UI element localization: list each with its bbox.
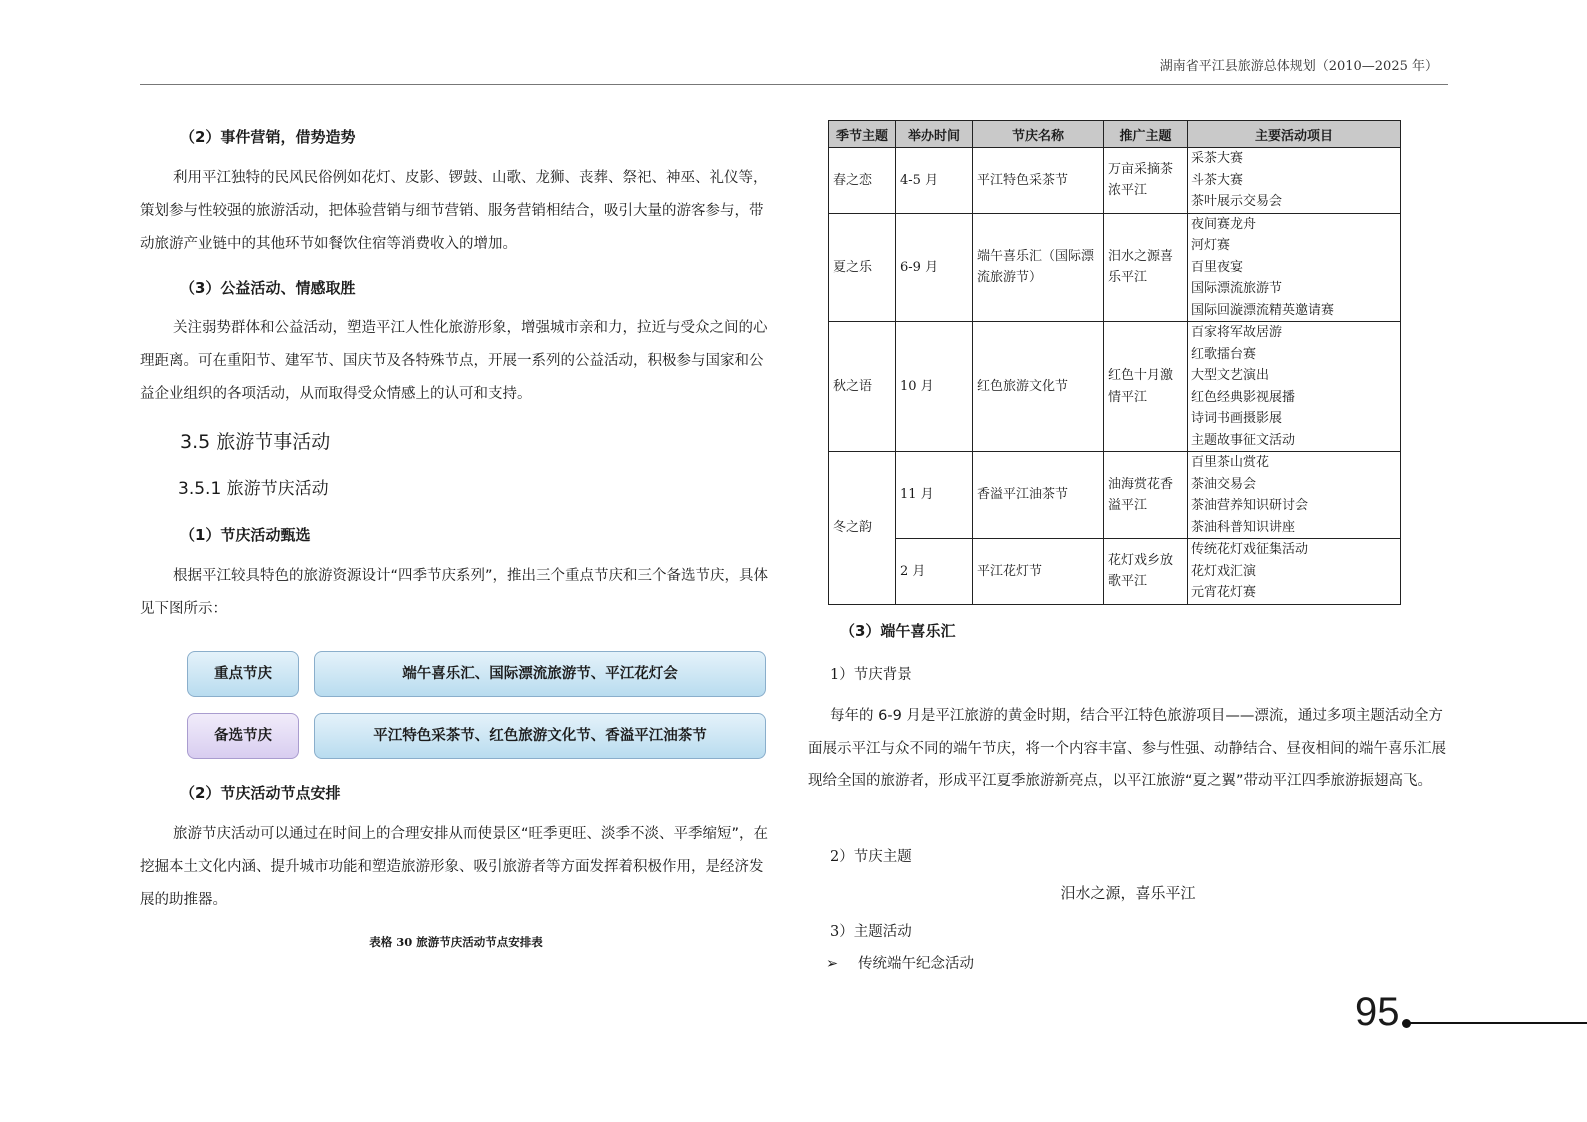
heading-festival-select: （1）节庆活动甄选: [180, 526, 311, 544]
header-festival-name: 节庆名称: [973, 121, 1104, 148]
header-rule: [140, 84, 1448, 85]
activity-item: 百里茶山赏花: [1191, 455, 1270, 470]
festival-theme: 汨水之源，喜乐平江: [1060, 884, 1196, 902]
subheading-theme: 2）节庆主题: [830, 849, 912, 865]
activity-item: 国际回漩漂流精英邀请赛: [1191, 302, 1335, 318]
cell-activities: [1188, 539, 1401, 605]
cell-season: 春之恋: [829, 148, 896, 214]
activity-item: 花灯戏汇演: [1191, 563, 1257, 579]
activity-item: 夜间赛龙舟: [1191, 216, 1257, 232]
alt-festival-label: 备选节庆: [187, 713, 299, 759]
activity-item: 红色经典影视展播: [1191, 389, 1296, 405]
table-row: [829, 539, 1401, 605]
paragraph-background: 每年的 6-9 月是平江旅游的黄金时期，结合平江特色旅游项目——漂流，通过多项主题活动全方面展示平江与众不同的端午节庆，将一个内容丰富、参与性强、动静结合、昼夜相间的端午喜乐汇展现给全国的旅游者，形成平江夏季旅游新亮点，以平江旅游“夏之翼”带动平江四季旅游振翅高飞。: [808, 708, 1446, 789]
cell-festival-name: 端午喜乐汇（国际漂流旅游节）: [973, 213, 1104, 322]
activity-item: 茶叶展示交易会: [1191, 194, 1283, 209]
alt-festival-value: 平江特色采茶节、红色旅游文化节、香溢平江油茶节: [314, 713, 766, 759]
heading-dragon-boat: （3）端午喜乐汇: [840, 622, 956, 640]
activity-item: 河灯赛: [1191, 238, 1231, 253]
table-caption: 表格 30 旅游节庆活动节点安排表: [369, 935, 543, 949]
cell-festival-name: 红色旅游文化节: [973, 322, 1104, 452]
table-row: [829, 322, 1401, 452]
activity-item: 主题故事征文活动: [1191, 432, 1296, 448]
header-promo-theme: 推广主题: [1104, 121, 1188, 148]
subheading-activities: 3）主题活动: [830, 924, 912, 940]
activity-item: 采茶大赛: [1191, 151, 1244, 166]
heading-public-activity: （3）公益活动、情感取胜: [180, 279, 356, 297]
activity-item: 元宵花灯赛: [1191, 585, 1257, 600]
subsection-heading: 3.5.1 旅游节庆活动: [178, 479, 329, 499]
running-header: 湖南省平江县旅游总体规划（2010—2025 年）: [1159, 59, 1438, 74]
paragraph-schedule: 旅游节庆活动可以通过在时间上的合理安排从而使景区“旺季更旺、淡季不淡、平季缩短”，在挖掘本土文化内涵、提升城市功能和塑造旅游形象、吸引旅游者等方面发挥着积极作用，是经济发展的助推器。: [140, 826, 769, 908]
activity-item: 诗词书画摄影展: [1191, 411, 1283, 426]
cell-promo-theme: 红色十月激情平江: [1104, 322, 1188, 452]
section-heading: 3.5 旅游节事活动: [180, 431, 331, 453]
header-season: 季节主题: [829, 121, 896, 148]
cell-season: 冬之韵: [829, 452, 896, 605]
cell-activities: [1188, 322, 1401, 452]
activity-item: 百家将军故居游: [1191, 325, 1283, 340]
subheading-background: 1）节庆背景: [830, 667, 912, 683]
activity-item: 传统花灯戏征集活动: [1191, 542, 1309, 557]
activity-item: 茶油营养知识研讨会: [1191, 498, 1309, 513]
activity-item: 大型文艺演出: [1191, 368, 1270, 383]
paragraph-public-activity: 关注弱势群体和公益活动，塑造平江人性化旅游形象，增强城市亲和力，拉近与受众之间的心理距离。可在重阳节、建军节、国庆节及各特殊节点，开展一系列的公益活动，积极参与国家和公益企业组织的各项活动，从而取得受众情感上的认可和支持。: [140, 320, 768, 402]
festival-schedule-table: [828, 120, 1401, 605]
activity-item: 茶油交易会: [1191, 476, 1257, 492]
cell-festival-name: 平江特色采茶节: [973, 148, 1104, 214]
page-number-rule: [1408, 1022, 1587, 1024]
cell-time: 6-9 月: [896, 213, 973, 322]
activity-item: 百里夜宴: [1191, 259, 1244, 275]
cell-season: 夏之乐: [829, 213, 896, 322]
cell-promo-theme: 花灯戏乡放歌平江: [1104, 539, 1188, 605]
cell-time: 4-5 月: [896, 148, 973, 214]
activity-item: 国际漂流旅游节: [1191, 281, 1283, 296]
cell-activities: [1188, 452, 1401, 539]
cell-season: 秋之语: [829, 322, 896, 452]
heading-event-marketing: （2）事件营销，借势造势: [180, 128, 356, 146]
cell-promo-theme: 万亩采摘茶浓平江: [1104, 148, 1188, 214]
arrow-bullet-icon: ➢: [826, 956, 839, 972]
cell-festival-name: 平江花灯节: [973, 539, 1104, 605]
heading-schedule: （2）节庆活动节点安排: [180, 784, 341, 802]
header-time: 举办时间: [896, 121, 973, 148]
cell-time: 2 月: [896, 539, 973, 605]
table-row: [829, 452, 1401, 539]
activity-item: 斗茶大赛: [1191, 172, 1244, 188]
bullet-text: 传统端午纪念活动: [858, 956, 974, 972]
table-row: [829, 213, 1401, 322]
cell-activities: [1188, 148, 1401, 214]
activity-item: 红歌擂台赛: [1191, 346, 1257, 362]
cell-activities: [1188, 213, 1401, 322]
cell-time: 10 月: [896, 322, 973, 452]
paragraph-festival-select: 根据平江较具特色的旅游资源设计“四季节庆系列”，推出三个重点节庆和三个备选节庆，具体见下图所示：: [140, 568, 769, 617]
header-main-activities: 主要活动项目: [1188, 121, 1401, 148]
bullet-item: [808, 952, 1466, 973]
table-header-row: [829, 121, 1401, 148]
cell-promo-theme: 汨水之源喜乐平江: [1104, 213, 1188, 322]
paragraph-event-marketing: 利用平江独特的民风民俗例如花灯、皮影、锣鼓、山歌、龙狮、丧葬、祭祀、神巫、礼仪等，策划参与性较强的旅游活动，把体验营销与细节营销、服务营销相结合，吸引大量的游客参与，带动旅游产业链中的其他环节如餐饮住宿等消费收入的增加。: [140, 170, 768, 252]
activity-item: 茶油科普知识讲座: [1191, 519, 1296, 535]
cell-promo-theme: 油海赏花香溢平江: [1104, 452, 1188, 539]
key-festival-label: 重点节庆: [187, 651, 299, 697]
table-row: [829, 148, 1401, 214]
key-festival-value: 端午喜乐汇、国际漂流旅游节、平江花灯会: [314, 651, 766, 697]
page-number: 95: [1355, 990, 1400, 1034]
cell-time: 11 月: [896, 452, 973, 539]
cell-festival-name: 香溢平江油茶节: [973, 452, 1104, 539]
